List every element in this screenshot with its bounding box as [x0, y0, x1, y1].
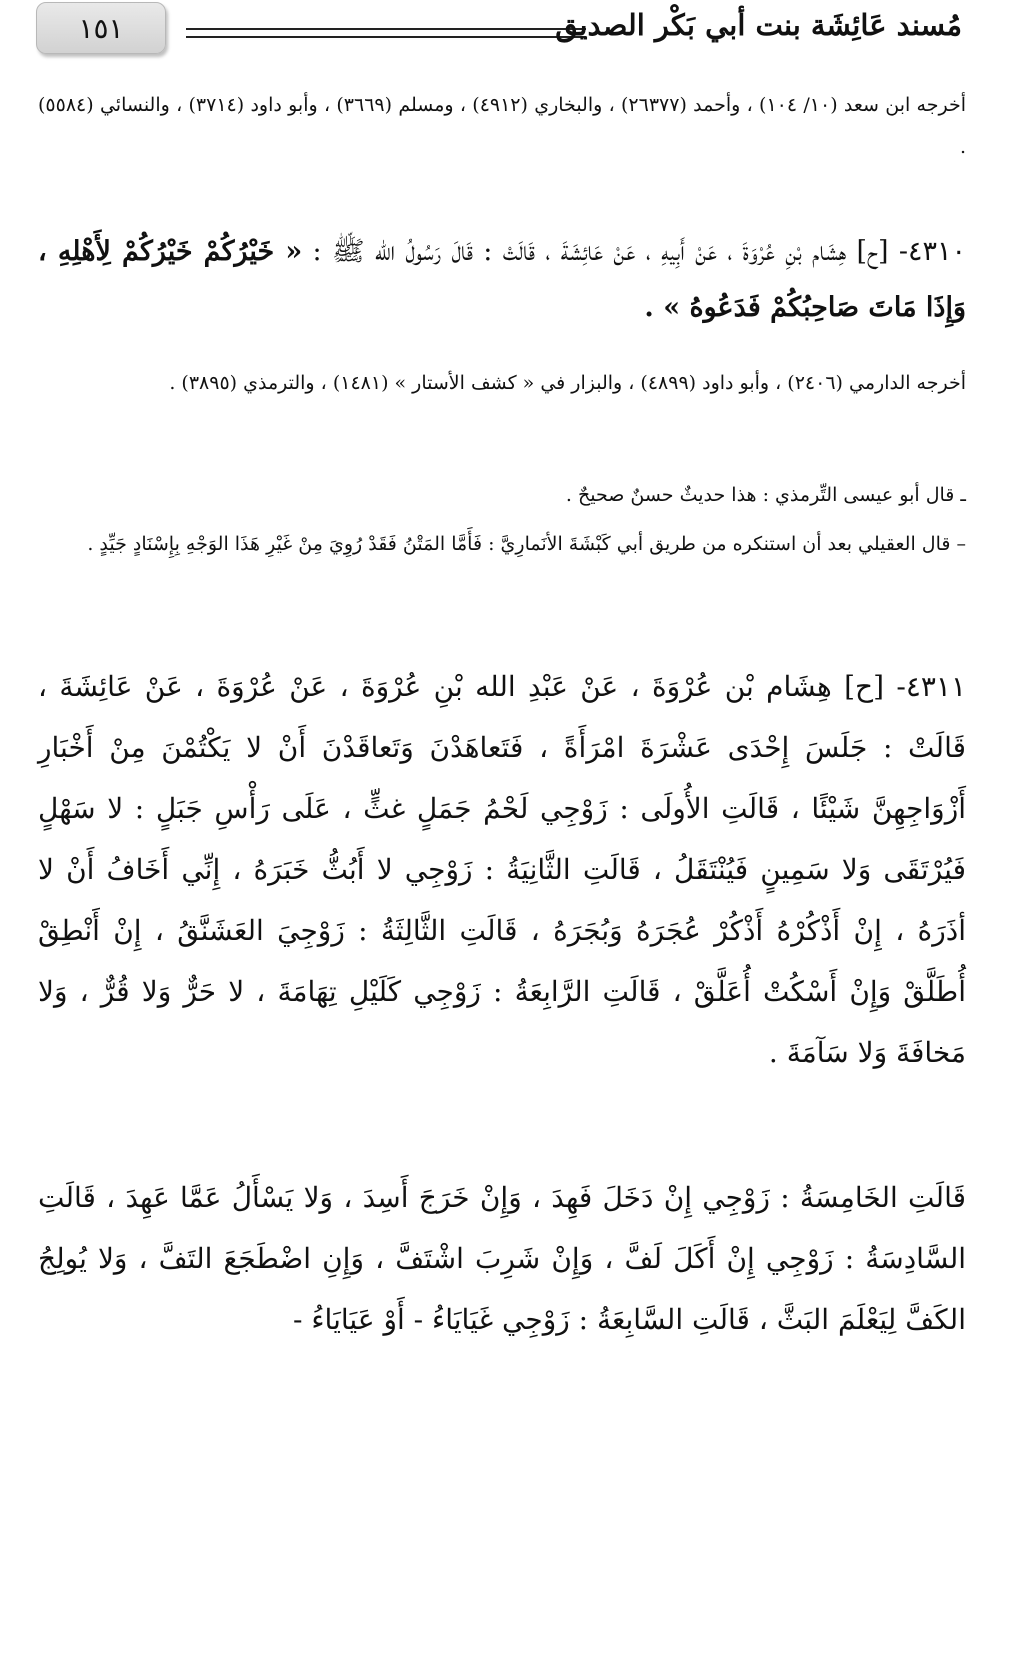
takhrij-note-1: أخرجه ابن سعد (١٠/ ١٠٤) ، وأحمد (٢٦٣٧٧) ، والبخاري (٤٩١٢) ، ومسلم (٣٦٦٩) ، وأبو داود (٣٧١٤) ، والنسائي (٥٥٨٤) . — [38, 94, 966, 158]
hadith-4311-continuation: قَالَتِ الخَامِسَةُ : زَوْجِي إِنْ دَخَلَ فَهِدَ ، وَإِنْ خَرَجَ أَسِدَ ، وَلا يَسْأَلُ عَمَّا عَهِدَ ، قَالَتِ السَّادِسَةُ : زَوْجِي إِنْ أَكَلَ لَفَّ ، وَإِنْ شَرِبَ اشْتَفَّ ، وَإِنِ اضْطَجَعَ التَفَّ ، وَلا يُولِجُ الكَفَّ لِيَعْلَمَ البَثَّ ، قَالَتِ السَّابِعَةُ : زَوْجِي غَيَايَاءُ - أَوْ عَيَايَاءُ - — [38, 1181, 966, 1336]
hadith-4310-quote: « خَيْرُكُمْ خَيْرُكُمْ لِأَهْلِهِ ، وَإِذَا مَاتَ صَاحِبُكُمْ فَدَعُوهُ » . — [38, 236, 966, 323]
page-number-badge — [36, 2, 166, 54]
tirmidhi-grading-note: ـ قال أبو عيسى التِّرمذي : هذا حديثٌ حسنٌ صحيحٌ . — [565, 484, 966, 506]
page-number: ١٥١ — [78, 11, 124, 45]
hadith-4311: ٤٣١١- [ح] هِشَام بْن عُرْوَةَ ، عَنْ عَبْدِ الله بْنِ عُرْوَةَ ، عَنْ عُرْوَةَ ، عَنْ عَائِشَةَ ، قَالَتْ : جَلَسَ إِحْدَى عَشْرَةَ امْرَأَةً ، فَتَعاهَدْنَ وَتَعاقَدْنَ أَنْ لا يَكْتُمْنَ مِنْ أَخْبَارِ أَزْوَاجِهِنَّ شَيْئًا ، قَالَتِ الأُولَى : زَوْجِي لَحْمُ جَمَلٍ غثٍّ ، عَلَى رَأْسِ جَبَلٍ : لا سَهْلٍ فَيُرْتَقَى وَلا سَمِينٍ فَيُنْتَقَلُ ، قَالَتِ الثَّانِيَةُ : زَوْجِي لا أَبُثُّ خَبَرَهُ ، إِنِّي أَخَافُ أَنْ لا أذَرَهُ ، إِنْ أَذْكُرْهُ أَذْكُرْ عُجَرَهُ وَبُجَرَهُ ، قَالَتِ الثَّالِثَةُ : زَوْجِيَ العَشَنَّقُ ، إِنْ أَنْطِقْ أُطَلَّقْ وَإِنْ أَسْكُتْ أُعَلَّقْ ، قَالَتِ الرَّابِعَةُ : زَوْجِي كَلَيْلِ تِهَامَةَ ، لا حَرٌّ وَلا قُرٌّ ، وَلا مَخافَةَ وَلا سَآمَةَ . — [38, 670, 967, 1069]
page-header — [36, 2, 962, 54]
uqayli-note: – قال العقيلي بعد أن استنكره من طريق أبي كَبْشَةَ الأنَمارِيَّ : فَأَمَّا المَتْنُ فَقَدْ رُوِيَ مِنْ غَيْرِ هَذَا الوَجْهِ بِإِسْنَادٍ جَيِّدٍ . — [87, 533, 966, 555]
header-double-rule — [186, 28, 586, 38]
hadith-4310-intro: ٤٣١٠- [ح] هِشَام بْنِ عُرْوَةَ ، عَنْ أَبِيهِ ، عَنْ عَائِشَةَ ، قَالَتْ : قَالَ رَسُولُ الله ﷺ : — [312, 236, 966, 267]
takhrij-note-2: أخرجه الدارمي (٢٤٠٦) ، وأبو داود (٤٨٩٩) ، والبزار في « كشف الأستار » (١٤٨١) ، والترمذي (٣٨٩٥) . — [169, 372, 966, 394]
hadith-4310 — [38, 224, 966, 336]
running-title: مُسند عَائِشَة بنت أبي بَكْر الصديق — [555, 8, 962, 42]
